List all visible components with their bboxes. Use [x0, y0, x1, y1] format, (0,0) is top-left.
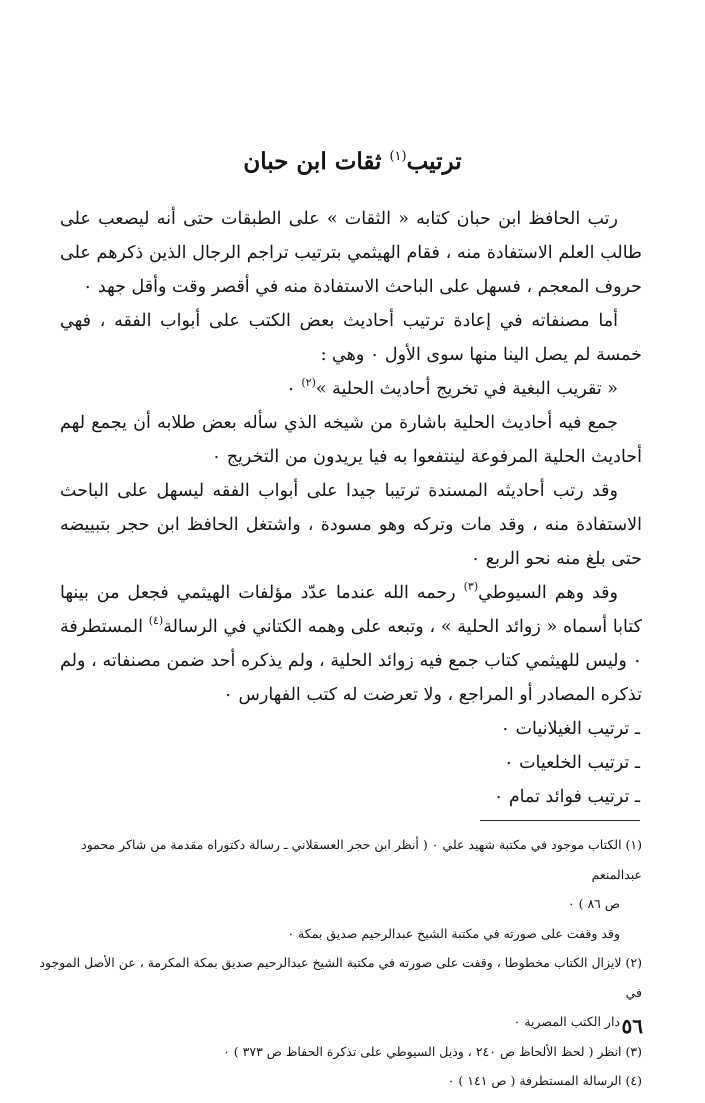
list-item: ـ ترتيب فوائد تمام ٠ — [493, 787, 640, 807]
list-item: ـ ترتيب الخلعيات ٠ — [504, 753, 640, 773]
paragraph-6 — [60, 576, 642, 712]
paragraph-4: جمع فيه أحاديث الحلية باشارة من شيخه الذي سأله بعض طلابه أن يجمع لهم أحاديث الحلية المرفوعة لينتفعوا به فيا يريدون من التخريج ٠ — [60, 413, 642, 467]
title-rest: ثقات ابن حبان — [243, 148, 382, 175]
title-footnote-ref: (١) — [389, 149, 407, 164]
footnote-2-continued: دار الكتب المصرية ٠ — [513, 1014, 620, 1029]
footnote-1: (١) الكتاب موجود في مكتبة شهيد علي ٠ ( أنظر ابن حجر العسقلاني ـ رسالة دكتوراه مقدمة من شاكر محمود عبدالمنعم — [81, 837, 642, 882]
page-number: ٥٦ — [621, 1014, 643, 1038]
title-word: ترتيب — [406, 148, 462, 175]
footnote-1-continued: وقد وقفت على صورته في مكتبة الشيخ عبدالرحيم صديق بمكة ٠ — [287, 925, 620, 941]
main-text — [60, 202, 642, 814]
footnote-3: (٣) انظر ( لحظ الألحاظ ص ٢٤٠ ، وذيل السيوطي على تذكرة الحفاظ ص ٣٧٣ ) ٠ — [223, 1043, 642, 1059]
paragraph-3-end: ٠ — [286, 379, 302, 399]
paragraph-6-part-2: رحمه الله عندما عدّد مؤلفات الهيثمي فجعل من بينها كتابا أسماه « زوائد الحلية » ، وتبعه على وهمه الكتاني في الرسالة — [60, 583, 642, 637]
footnote-4: (٤) الرسالة المستطرفة ( ص ١٤١ ) ٠ — [447, 1073, 642, 1088]
paragraph-6-part-3: المستطرفة ٠ وليس للهيثمي كتاب جمع فيه زوائد الحلية ، ولم يذكره أحد ضمن مصنفاته ، ولم تذكره المصادر أو المراجع ، ولا تعرضت له كتب الفهارس ٠ — [60, 617, 642, 705]
footnote-ref-2: (٢) — [301, 376, 316, 389]
list-item: ـ ترتيب الغيلانيات ٠ — [500, 719, 640, 739]
paragraph-5: وقد رتب أحاديثه المسندة ترتيبا جيدا على أبواب الفقه ليسهل على الباحث الاستفادة منه ، وقد مات وتركه وهو مسودة ، واشتغل الحافظ ابن حجر بتبييضه حتى بلغ منه نحو الربع ٠ — [60, 481, 642, 569]
page-title — [0, 142, 705, 177]
paragraph-2: أما مصنفاته في إعادة ترتيب أحاديث بعض الكتب على أبواب الفقه ، فهي خمسة لم يصل الينا منها سوى الأول ٠ وهي : — [60, 311, 642, 365]
footnote-ref-4: (٤) — [148, 614, 164, 627]
footnote-ref-3: (٣) — [463, 580, 479, 593]
paragraph-6-part-1: وقد وهم السيوطي — [478, 583, 618, 603]
book-title: « تقريب البغية في تخريج أحاديث الحلية » — [315, 379, 618, 399]
paragraph-3 — [60, 372, 642, 406]
footnote-divider — [480, 820, 640, 821]
footnote-1-continued: ص ٨٦ ) ٠ — [567, 896, 620, 911]
footnotes — [30, 830, 642, 1096]
footnote-2: (٢) لايزال الكتاب مخطوطا ، وقفت على صورته في مكتبة الشيخ عبدالرحيم صديق بمكة المكرمة ، عن الأصل الموجود في — [39, 955, 642, 1000]
paragraph-1: رتب الحافظ ابن حبان كتابه « الثقات » على الطبقات حتى أنه ليصعب على طالب العلم الاستفادة منه ، فقام الهيثمي بترتيب تراجم الرجال الذين ذكرهم على حروف المعجم ، فسهل على الباحث الاستفادة منه في أقصر وقت وأقل جهد ٠ — [60, 209, 642, 297]
